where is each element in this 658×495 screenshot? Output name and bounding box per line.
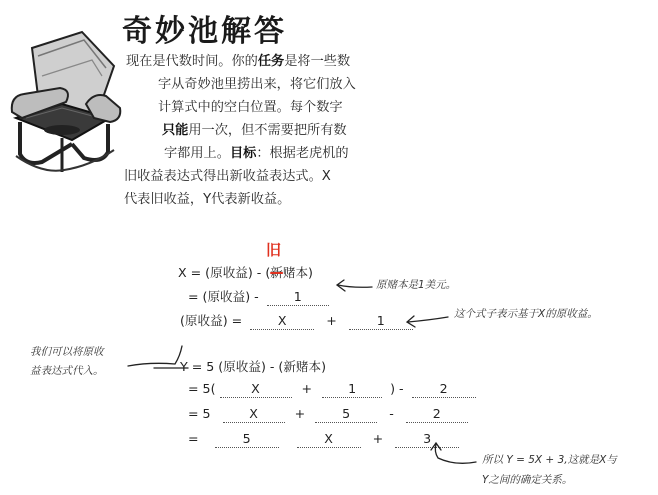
arrow-to-eq2: [338, 285, 372, 287]
intro-emphasis: 任务: [257, 54, 285, 69]
intro-emphasis: 目标: [229, 146, 257, 161]
answer-blank: 1: [322, 381, 382, 398]
operator: -: [389, 406, 394, 421]
note-original-stake: 原赌本是1美元。: [376, 279, 457, 291]
intro-text: 是将一些数: [284, 54, 351, 69]
equation-4: Y = 5 (原收益) - (新赌本): [180, 359, 327, 374]
intro-emphasis: 只能: [162, 123, 189, 138]
arrow-to-eq4: [128, 346, 182, 366]
eq-text: = 5: [188, 406, 211, 421]
intro-line-3: 计算式中的空白位置。每个数字: [158, 100, 343, 115]
intro-text: 字都用上。: [164, 146, 230, 161]
answer-blank: 1: [267, 289, 329, 306]
intro-line-6: 旧收益表达式得出新收益表达式。X: [124, 169, 331, 184]
answer-blank: 1: [349, 313, 413, 330]
operator: +: [301, 381, 313, 396]
intro-text: 用一次，但不需要把所有数: [188, 123, 347, 138]
struck-word: 新: [270, 265, 283, 280]
eq-text: X = (原收益) - (: [178, 265, 271, 280]
arrow-to-eq3: [408, 317, 448, 322]
answer-blank: 2: [412, 381, 476, 398]
answer-blank: X: [223, 406, 285, 423]
operator: +: [294, 406, 306, 421]
eq-text: =: [188, 431, 199, 446]
answer-blank: 2: [406, 406, 468, 423]
note-substitute-line-1: 我们可以将原收: [30, 346, 104, 358]
page-title: 奇妙池解答: [122, 14, 287, 49]
answer-blank: 5: [215, 431, 279, 448]
arrow-to-eq7: [435, 444, 476, 463]
note-conclusion-line-1: 所以 Y = 5X + 3,这就是X与: [482, 454, 617, 466]
operator: +: [372, 431, 384, 446]
eq-text: ) -: [390, 381, 404, 396]
eq-text: 赌本): [282, 265, 313, 280]
eq-text: = 5(: [188, 381, 216, 396]
answer-blank: X: [220, 381, 292, 398]
answer-blank: 5: [315, 406, 377, 423]
answer-blank: X: [250, 313, 314, 330]
intro-line-2: 字从奇妙池里捞出来，将它们放入: [158, 77, 356, 92]
answer-blank: X: [297, 431, 361, 448]
note-conclusion-line-2: Y之间的确定关系。: [482, 474, 573, 486]
note-expression-meaning: 这个式子表示基于X的原收益。: [454, 308, 598, 320]
eq-text: = (原收益) -: [188, 289, 259, 304]
intro-text: 现在是代数时间。你的: [126, 54, 258, 69]
answer-blank: 3: [395, 431, 459, 448]
operator: +: [326, 313, 337, 328]
eq-text: (原收益) =: [180, 313, 243, 328]
handwritten-correction: 旧: [266, 241, 282, 259]
note-substitute-line-2: 益表达式代入。: [30, 365, 104, 377]
intro-line-7: 代表旧收益，Y代表新收益。: [124, 192, 291, 207]
intro-text: ：根据老虎机的: [256, 146, 349, 161]
